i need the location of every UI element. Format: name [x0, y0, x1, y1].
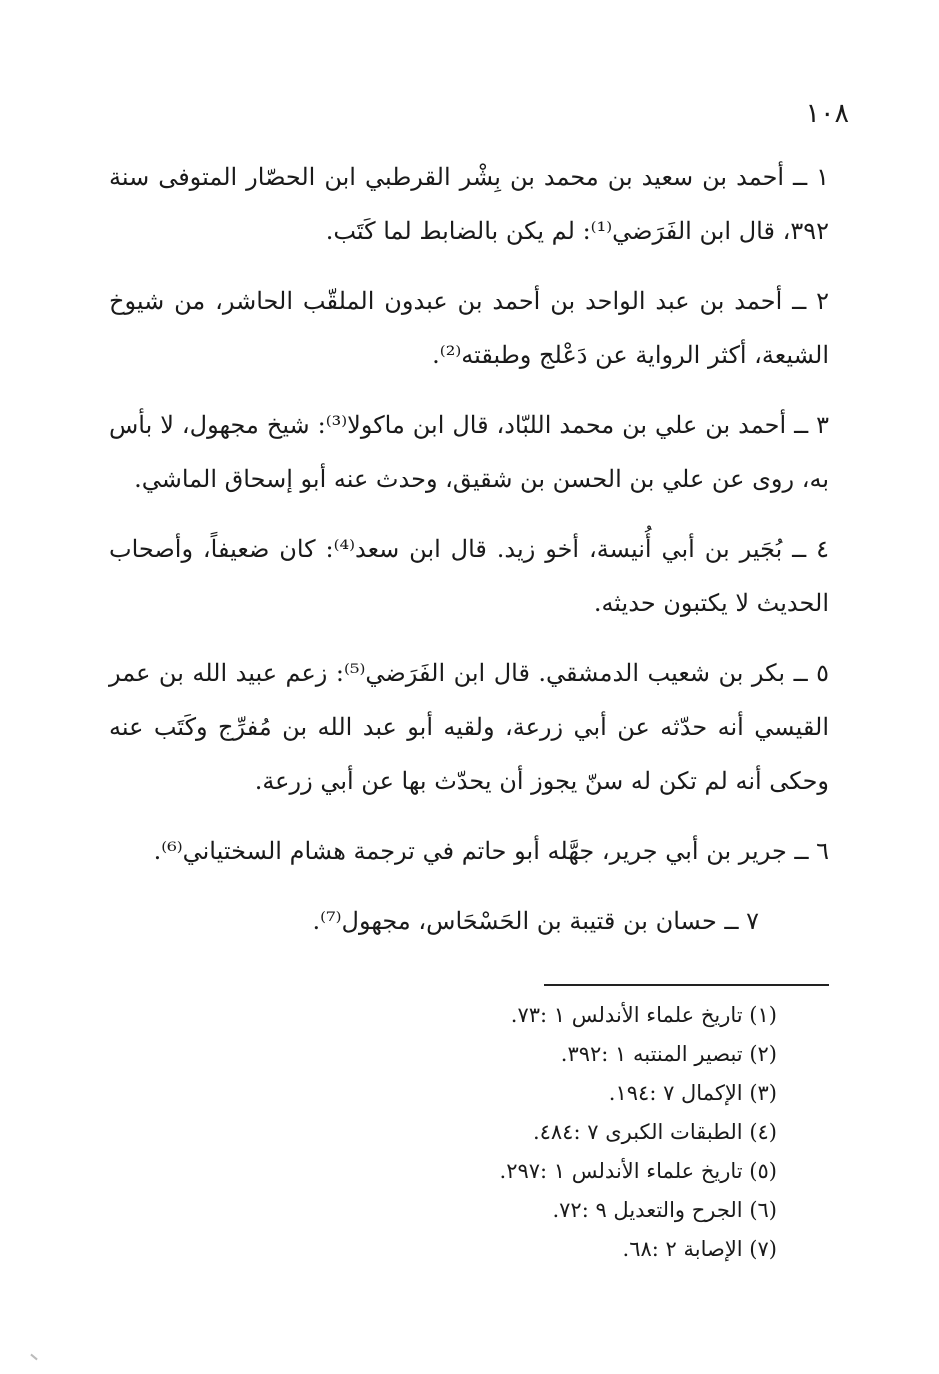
entry-2: ٢ ــ أحمد بن عبد الواحد بن أحمد بن عبدون الملقّب الحاشر، من شيوخ الشيعة، أكثر الرواية عن دَعْلج وطبقته⁽²⁾. — [109, 287, 829, 369]
footnote-2: (٢) تبصير المنتبه ١ :٣٩٢. — [560, 1042, 777, 1066]
entry-3: ٣ ــ أحمد بن علي بن محمد اللبّاد، قال ابن ماكولا⁽³⁾: شيخ مجهول، لا بأس به، روى عن علي بن الحسن بن شقيق، وحدث عنه أبو إسحاق الماشي. — [109, 411, 829, 493]
footnotes — [217, 996, 777, 1269]
footnote-5: (٥) تاريخ علماء الأندلس ١ :٢٩٧. — [499, 1159, 777, 1183]
entry-7: ٧ ــ حسان بن قتيبة بن الحَسْحَاس، مجهول⁽⁷⁾. — [312, 907, 759, 935]
biographical-entries — [109, 150, 829, 964]
footnote-6: (٦) الجرح والتعديل ٩ :٧٢. — [552, 1198, 777, 1222]
footnote-3: (٣) الإكمال ٧ :١٩٤. — [608, 1081, 777, 1105]
entry-5: ٥ ــ بكر بن شعيب الدمشقي. قال ابن الفَرَضي⁽⁵⁾: زعم عبيد الله بن عمر القيسي أنه حدّثه عن أبي زرعة، ولقيه أبو عبد الله بن مُفرِّج وكَتَب عنه وحكى أنه لم تكن له سنّ يجوز أن يحدّث بها عن أبي زرعة. — [109, 659, 830, 795]
entry-1: ١ ــ أحمد بن سعيد بن محمد بن بِشْر القرطبي ابن الحصّار المتوفى سنة ٣٩٢، قال ابن الفَرَضي⁽¹⁾: لم يكن بالضابط لما كَتَب. — [109, 163, 829, 245]
entry-6: ٦ ــ جرير بن أبي جرير، جهَّله أبو حاتم في ترجمة هشام السختياني⁽⁶⁾. — [153, 837, 829, 865]
footnote-7: (٧) الإصابة ٢ :٦٨. — [622, 1237, 777, 1261]
footnote-1: (١) تاريخ علماء الأندلس ١ :٧٣. — [510, 1003, 777, 1027]
footnote-divider — [544, 984, 829, 986]
page-number: ١٠٨ — [805, 98, 849, 129]
scan-speck — [30, 1354, 37, 1361]
entry-4: ٤ ــ بُجَير بن أبي أُنيسة، أخو زيد. قال ابن سعد⁽⁴⁾: كان ضعيفاً، وأصحاب الحديث لا يكتبون حديثه. — [109, 535, 829, 617]
footnote-4: (٤) الطبقات الكبرى ٧ :٤٨٤. — [532, 1120, 777, 1144]
